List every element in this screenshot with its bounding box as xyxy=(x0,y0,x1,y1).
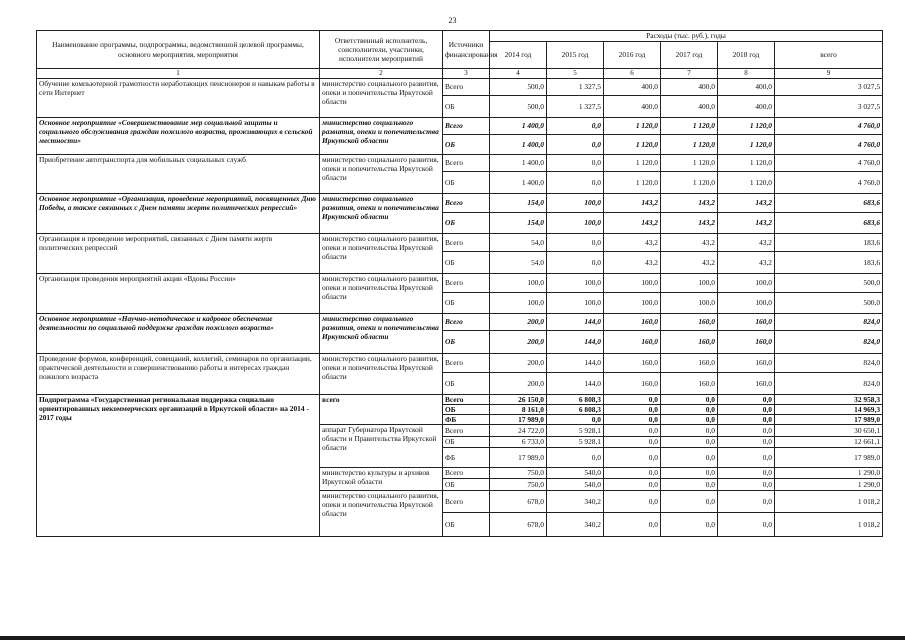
year-value: 500,0 xyxy=(490,95,547,117)
year-value: 100,0 xyxy=(718,273,775,292)
year-value: 0,0 xyxy=(547,171,604,193)
year-value: 0,0 xyxy=(661,467,718,478)
year-value: 160,0 xyxy=(661,313,718,330)
year-value: 200,0 xyxy=(490,353,547,372)
year-value: 0,0 xyxy=(547,251,604,273)
scan-edge xyxy=(0,636,905,640)
table-row xyxy=(37,233,883,251)
table-row xyxy=(37,193,883,212)
executor-name: министерство социального развития, опеки и попечительства Иркутской области xyxy=(320,154,443,193)
year-value: 24 722,0 xyxy=(490,424,547,436)
executor-name: министерство социального развития, опеки и попечительства Иркутской области xyxy=(320,233,443,273)
total-value: 17 989,0 xyxy=(775,447,883,467)
executor-name: министерство социального развития, опеки и попечительства Иркутской области xyxy=(320,490,443,536)
year-value: 160,0 xyxy=(604,353,661,372)
year-value: 750,0 xyxy=(490,467,547,478)
table-row xyxy=(37,117,883,134)
year-value: 0,0 xyxy=(718,490,775,512)
table-row xyxy=(37,313,883,330)
year-value: 100,0 xyxy=(604,292,661,313)
program-name: Основное мероприятие «Организация, проведение мероприятий, посвященных Дню Победы, а также связанных с Днем памяти жертв политических репрессий» xyxy=(37,193,320,233)
year-value: 160,0 xyxy=(604,330,661,353)
year-value: 100,0 xyxy=(661,292,718,313)
year-value: 0,0 xyxy=(718,512,775,536)
year-value: 54,0 xyxy=(490,233,547,251)
program-name: Основное мероприятие «Совершенствование мер социальной защиты и социального обслуживания граждан пожилого возраста, проживающих в сельской местности» xyxy=(37,117,320,154)
year-value: 154,0 xyxy=(490,212,547,233)
executor-name: министерство социального развития, опеки и попечительства Иркутской области xyxy=(320,78,443,117)
year-value: 400,0 xyxy=(661,95,718,117)
funding-source: Всего xyxy=(443,193,490,212)
funding-source: Всего xyxy=(443,273,490,292)
year-value: 0,0 xyxy=(547,154,604,171)
total-value: 683,6 xyxy=(775,193,883,212)
year-value: 0,0 xyxy=(661,394,718,404)
year-value: 1 120,0 xyxy=(604,134,661,154)
year-value: 43,2 xyxy=(718,233,775,251)
year-value: 1 120,0 xyxy=(661,134,718,154)
year-value: 144,0 xyxy=(547,313,604,330)
funding-source: ОБ xyxy=(443,134,490,154)
total-value: 683,6 xyxy=(775,212,883,233)
year-value: 0,0 xyxy=(604,394,661,404)
year-value: 200,0 xyxy=(490,372,547,394)
year-value: 54,0 xyxy=(490,251,547,273)
year-value: 143,2 xyxy=(604,193,661,212)
header-total: всего xyxy=(775,42,883,69)
year-value: 0,0 xyxy=(661,436,718,447)
year-value: 0,0 xyxy=(547,447,604,467)
budget-table xyxy=(36,30,883,537)
year-value: 43,2 xyxy=(661,251,718,273)
year-value: 0,0 xyxy=(604,414,661,424)
executor-name: министерство социального развития, опеки и попечительства Иркутской области xyxy=(320,353,443,394)
year-value: 1 327,5 xyxy=(547,78,604,95)
year-value: 143,2 xyxy=(661,212,718,233)
year-value: 0,0 xyxy=(604,436,661,447)
year-value: 500,0 xyxy=(490,78,547,95)
year-value: 26 150,0 xyxy=(490,394,547,404)
total-value: 17 989,0 xyxy=(775,414,883,424)
year-value: 0,0 xyxy=(547,414,604,424)
table-row xyxy=(37,154,883,171)
year-value: 1 120,0 xyxy=(661,154,718,171)
funding-source: Всего xyxy=(443,313,490,330)
year-value: 43,2 xyxy=(604,251,661,273)
program-name: Организация проведения мероприятий акции «Вдовы России» xyxy=(37,273,320,313)
header-expenses: Расходы (тыс. руб.), годы xyxy=(490,31,883,42)
year-value: 1 400,0 xyxy=(490,154,547,171)
funding-source: Всего xyxy=(443,117,490,134)
year-value: 340,2 xyxy=(547,512,604,536)
executor-name: министерство культуры и архивов Иркутской области xyxy=(320,467,443,490)
table-row xyxy=(37,353,883,372)
total-value: 1 290,0 xyxy=(775,467,883,478)
year-value: 0,0 xyxy=(718,394,775,404)
year-value: 160,0 xyxy=(718,313,775,330)
year-value: 144,0 xyxy=(547,372,604,394)
year-value: 6 733,0 xyxy=(490,436,547,447)
funding-source: ОБ xyxy=(443,512,490,536)
year-value: 1 400,0 xyxy=(490,134,547,154)
year-value: 400,0 xyxy=(604,78,661,95)
column-number: 4 xyxy=(490,69,547,79)
total-value: 500,0 xyxy=(775,273,883,292)
subprogram-name: Подпрограмма «Государственная региональная поддержка социально ориентированных некоммерческих организаций в Иркутской области» на 2014 - 2017 годы xyxy=(37,394,320,536)
year-value: 100,0 xyxy=(547,273,604,292)
year-value: 160,0 xyxy=(718,353,775,372)
year-value: 400,0 xyxy=(604,95,661,117)
funding-source: ОБ xyxy=(443,95,490,117)
total-value: 12 661,1 xyxy=(775,436,883,447)
year-value: 1 120,0 xyxy=(604,154,661,171)
year-value: 143,2 xyxy=(604,212,661,233)
funding-source: ОБ xyxy=(443,251,490,273)
table-row xyxy=(37,273,883,292)
year-value: 1 120,0 xyxy=(718,171,775,193)
total-value: 824,0 xyxy=(775,330,883,353)
year-value: 144,0 xyxy=(547,353,604,372)
header-name: Наименование программы, подпрограммы, ведомственной целевой программы, основного мероприятия, мероприятия xyxy=(37,31,320,69)
column-number: 1 xyxy=(37,69,320,79)
header-year: 2014 год xyxy=(490,42,547,69)
year-value: 100,0 xyxy=(661,273,718,292)
year-value: 0,0 xyxy=(718,467,775,478)
funding-source: Всего xyxy=(443,353,490,372)
year-value: 100,0 xyxy=(547,193,604,212)
year-value: 6 808,3 xyxy=(547,394,604,404)
executor-name: аппарат Губернатора Иркутской области и Правительства Иркутской области xyxy=(320,424,443,467)
total-value: 500,0 xyxy=(775,292,883,313)
funding-source: ОБ xyxy=(443,212,490,233)
year-value: 160,0 xyxy=(661,372,718,394)
year-value: 160,0 xyxy=(661,353,718,372)
year-value: 1 120,0 xyxy=(604,171,661,193)
year-value: 540,0 xyxy=(547,478,604,490)
year-value: 0,0 xyxy=(718,414,775,424)
year-value: 400,0 xyxy=(718,95,775,117)
column-number: 5 xyxy=(547,69,604,79)
total-value: 183,6 xyxy=(775,251,883,273)
year-value: 1 120,0 xyxy=(661,171,718,193)
year-value: 143,2 xyxy=(718,212,775,233)
total-value: 32 958,3 xyxy=(775,394,883,404)
column-number: 8 xyxy=(718,69,775,79)
year-value: 17 989,0 xyxy=(490,414,547,424)
total-value: 14 969,3 xyxy=(775,404,883,414)
year-value: 1 120,0 xyxy=(718,134,775,154)
budget-table-body xyxy=(37,78,883,536)
year-value: 1 327,5 xyxy=(547,95,604,117)
year-value: 0,0 xyxy=(604,467,661,478)
header-source: Источники финансирования xyxy=(443,31,490,69)
year-value: 160,0 xyxy=(718,330,775,353)
funding-source: Всего xyxy=(443,467,490,478)
header-year: 2018 год xyxy=(718,42,775,69)
year-value: 143,2 xyxy=(661,193,718,212)
program-name: Приобретение автотранспорта для мобильных социальных служб xyxy=(37,154,320,193)
year-value: 0,0 xyxy=(661,424,718,436)
year-value: 0,0 xyxy=(604,404,661,414)
year-value: 144,0 xyxy=(547,330,604,353)
column-number: 9 xyxy=(775,69,883,79)
year-value: 0,0 xyxy=(718,478,775,490)
year-value: 0,0 xyxy=(718,436,775,447)
page-number: 23 xyxy=(448,16,457,25)
year-value: 0,0 xyxy=(604,424,661,436)
total-value: 824,0 xyxy=(775,372,883,394)
total-value: 3 027,5 xyxy=(775,78,883,95)
funding-source: Всего xyxy=(443,233,490,251)
program-name: Проведение форумов, конференций, совещаний, коллегий, семинаров по организации, практической деятельности и совершенствованию работы в интересах граждан пожилого возраста xyxy=(37,353,320,394)
header-year: 2016 год xyxy=(604,42,661,69)
year-value: 0,0 xyxy=(604,512,661,536)
year-value: 750,0 xyxy=(490,478,547,490)
year-value: 0,0 xyxy=(547,134,604,154)
funding-source: ОБ xyxy=(443,478,490,490)
table-row xyxy=(37,78,883,95)
year-value: 0,0 xyxy=(604,478,661,490)
year-value: 1 400,0 xyxy=(490,117,547,134)
year-value: 400,0 xyxy=(718,78,775,95)
year-value: 0,0 xyxy=(661,490,718,512)
year-value: 0,0 xyxy=(661,478,718,490)
executor-name: всего xyxy=(320,394,443,424)
table-row xyxy=(37,394,883,404)
year-value: 0,0 xyxy=(604,447,661,467)
program-name: Организация и проведение мероприятий, связанных с Днем памяти жертв политических репрессий xyxy=(37,233,320,273)
funding-source: ФБ xyxy=(443,414,490,424)
year-value: 678,0 xyxy=(490,490,547,512)
funding-source: ФБ xyxy=(443,447,490,467)
header-executor: Ответственный исполнитель, соисполнители, участники, исполнители мероприятий xyxy=(320,31,443,69)
year-value: 0,0 xyxy=(661,414,718,424)
year-value: 160,0 xyxy=(718,372,775,394)
funding-source: Всего xyxy=(443,78,490,95)
year-value: 100,0 xyxy=(490,273,547,292)
year-value: 43,2 xyxy=(718,251,775,273)
funding-source: ОБ xyxy=(443,330,490,353)
column-number: 2 xyxy=(320,69,443,79)
year-value: 0,0 xyxy=(718,447,775,467)
year-value: 100,0 xyxy=(490,292,547,313)
column-number: 3 xyxy=(443,69,490,79)
executor-name: министерство социального развития, опеки и попечительства Иркутской области xyxy=(320,193,443,233)
year-value: 340,2 xyxy=(547,490,604,512)
year-value: 100,0 xyxy=(547,212,604,233)
year-value: 0,0 xyxy=(718,424,775,436)
year-value: 100,0 xyxy=(547,292,604,313)
year-value: 200,0 xyxy=(490,330,547,353)
year-value: 160,0 xyxy=(604,372,661,394)
funding-source: ОБ xyxy=(443,404,490,414)
year-value: 43,2 xyxy=(661,233,718,251)
executor-name: министерство социального развития, опеки и попечительства Иркутской области xyxy=(320,117,443,154)
funding-source: ОБ xyxy=(443,292,490,313)
year-value: 540,0 xyxy=(547,467,604,478)
total-value: 4 760,0 xyxy=(775,154,883,171)
year-value: 17 989,0 xyxy=(490,447,547,467)
total-value: 1 018,2 xyxy=(775,490,883,512)
total-value: 824,0 xyxy=(775,353,883,372)
funding-source: ОБ xyxy=(443,436,490,447)
total-value: 1 290,0 xyxy=(775,478,883,490)
total-value: 4 760,0 xyxy=(775,134,883,154)
executor-name: министерство социального развития, опеки и попечительства Иркутской области xyxy=(320,313,443,353)
year-value: 160,0 xyxy=(604,313,661,330)
total-value: 3 027,5 xyxy=(775,95,883,117)
total-value: 4 760,0 xyxy=(775,171,883,193)
year-value: 1 120,0 xyxy=(718,154,775,171)
funding-source: Всего xyxy=(443,394,490,404)
total-value: 824,0 xyxy=(775,313,883,330)
funding-source: ОБ xyxy=(443,372,490,394)
year-value: 0,0 xyxy=(604,490,661,512)
year-value: 8 161,0 xyxy=(490,404,547,414)
year-value: 0,0 xyxy=(661,512,718,536)
total-value: 183,6 xyxy=(775,233,883,251)
funding-source: Всего xyxy=(443,424,490,436)
year-value: 43,2 xyxy=(604,233,661,251)
funding-source: Всего xyxy=(443,154,490,171)
year-value: 1 120,0 xyxy=(661,117,718,134)
program-name: Обучение компьютерной грамотности неработающих пенсионеров и навыкам работы в сети Интернет xyxy=(37,78,320,117)
year-value: 1 120,0 xyxy=(718,117,775,134)
total-value: 4 760,0 xyxy=(775,117,883,134)
year-value: 5 928,1 xyxy=(547,424,604,436)
year-value: 0,0 xyxy=(547,233,604,251)
year-value: 5 928,1 xyxy=(547,436,604,447)
year-value: 1 120,0 xyxy=(604,117,661,134)
funding-source: Всего xyxy=(443,490,490,512)
year-value: 0,0 xyxy=(661,404,718,414)
header-year: 2015 год xyxy=(547,42,604,69)
year-value: 400,0 xyxy=(661,78,718,95)
year-value: 6 808,3 xyxy=(547,404,604,414)
year-value: 678,0 xyxy=(490,512,547,536)
year-value: 160,0 xyxy=(661,330,718,353)
year-value: 0,0 xyxy=(547,117,604,134)
year-value: 143,2 xyxy=(718,193,775,212)
column-number: 7 xyxy=(661,69,718,79)
total-value: 1 018,2 xyxy=(775,512,883,536)
year-value: 100,0 xyxy=(718,292,775,313)
year-value: 0,0 xyxy=(661,447,718,467)
program-name: Основное мероприятие «Научно-методическое и кадровое обеспечение деятельности по социальной поддержке граждан пожилого возраста» xyxy=(37,313,320,353)
executor-name: министерство социального развития, опеки и попечительства Иркутской области xyxy=(320,273,443,313)
year-value: 0,0 xyxy=(718,404,775,414)
column-number: 6 xyxy=(604,69,661,79)
header-year: 2017 год xyxy=(661,42,718,69)
year-value: 200,0 xyxy=(490,313,547,330)
year-value: 100,0 xyxy=(604,273,661,292)
year-value: 154,0 xyxy=(490,193,547,212)
funding-source: ОБ xyxy=(443,171,490,193)
total-value: 30 650,1 xyxy=(775,424,883,436)
year-value: 1 400,0 xyxy=(490,171,547,193)
